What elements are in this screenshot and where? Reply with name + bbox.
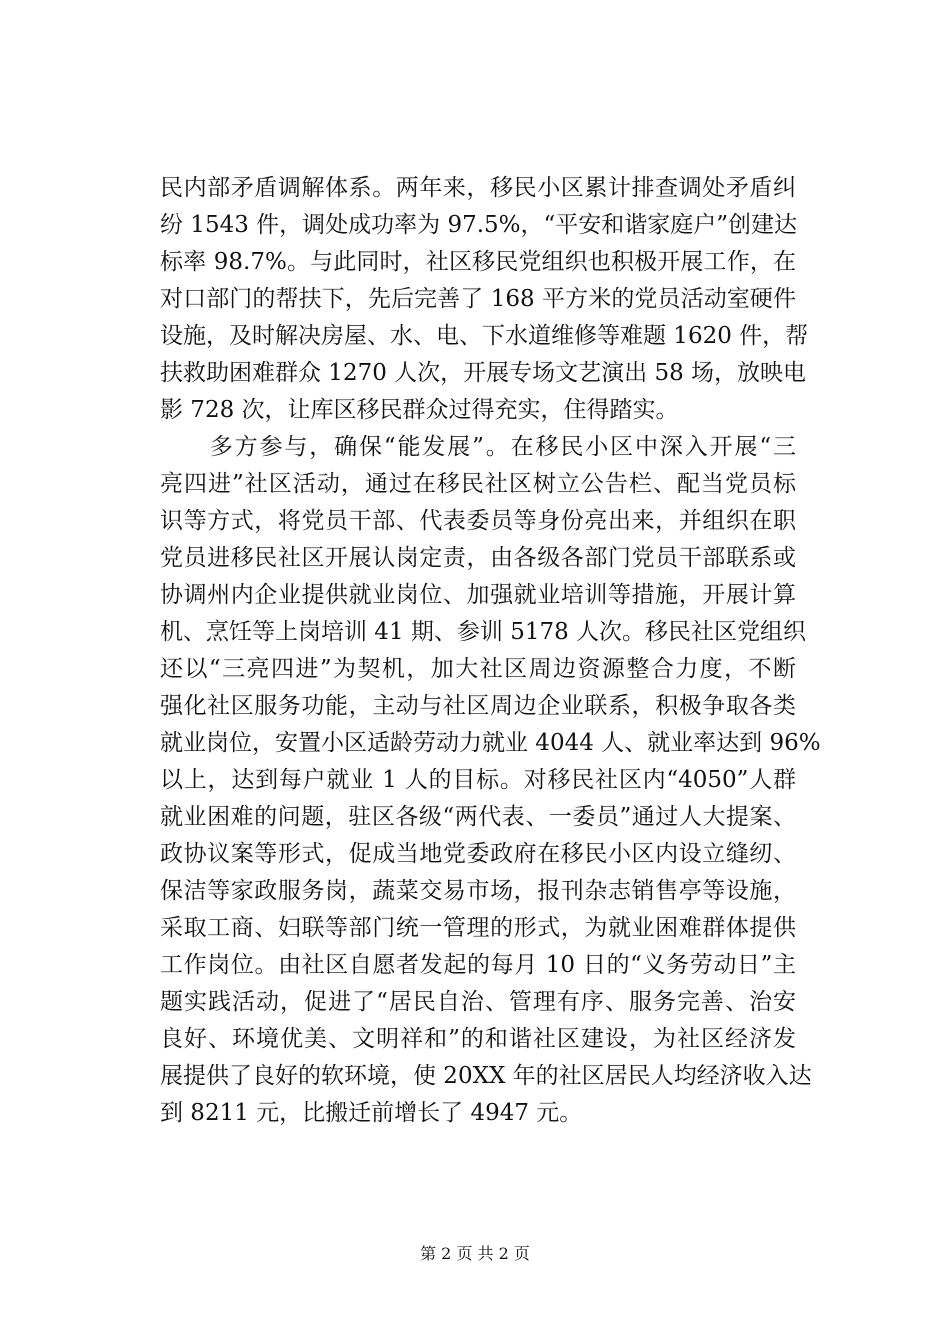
text-line: 协调州内企业提供就业岗位、加强就业培训等措施，开展计算 (160, 582, 796, 608)
text-line: 强化社区服务功能，主动与社区周边企业联系，积极争取各类 (160, 693, 796, 719)
text-line: 还以“三亮四进”为契机，加大社区周边资源整合力度，不断 (160, 656, 796, 682)
text-line: 题实践活动，促进了“居民自治、管理有序、服务完善、治安 (160, 989, 796, 1015)
text-line: 标率 98.7%。与此同时，社区移民党组织也积极开展工作，在 (160, 249, 796, 275)
text-line: 保洁等家政服务岗，蔬菜交易市场，报刊杂志销售亭等设施， (160, 878, 796, 904)
text-line: 多方参与，确保“能发展”。在移民小区中深入开展“三 (160, 434, 796, 460)
text-line: 识等方式，将党员干部、代表委员等身份亮出来，并组织在职 (160, 508, 796, 534)
text-line: 良好、环境优美、文明祥和”的和谐社区建设，为社区经济发 (160, 1026, 796, 1052)
body-text (160, 170, 821, 1132)
text-line: 以上，达到每户就业 1 人的目标。对移民社区内“4050”人群 (160, 767, 796, 793)
text-line-paragraph-end: 影 728 次，让库区移民群众过得充实，住得踏实。 (160, 397, 679, 423)
text-line: 亮四进”社区活动，通过在移民社区树立公告栏、配当党员标 (160, 471, 796, 497)
text-line: 纷 1543 件，调处成功率为 97.5%，“平安和谐家庭户”创建达 (160, 212, 798, 238)
text-line: 展提供了良好的软环境，使 20XX 年的社区居民人均经济收入达 (160, 1063, 812, 1089)
text-line: 政协议案等形式，促成当地党委政府在移民小区内设立缝纫、 (160, 841, 796, 867)
text-line: 设施，及时解决房屋、水、电、下水道维修等难题 1620 件，帮 (160, 323, 809, 349)
text-line: 就业困难的问题，驻区各级“两代表、一委员”通过人大提案、 (160, 804, 796, 830)
text-line: 机、烹饪等上岗培训 41 期、参训 5178 人次。移民社区党组织 (160, 619, 807, 645)
page-footer (0, 1242, 950, 1266)
text-line: 就业岗位，安置小区适龄劳动力就业 4044 人、就业率达到 96% (160, 730, 821, 756)
text-line-paragraph-end: 到 8211 元，比搬迁前增长了 4947 元。 (160, 1100, 583, 1126)
text-line: 党员进移民社区开展认岗定责，由各级各部门党员干部联系或 (160, 545, 796, 571)
text-line: 对口部门的帮扶下，先后完善了 168 平方米的党员活动室硬件 (160, 286, 796, 312)
page-number-label: 第 2 页 共 2 页 (420, 1244, 530, 1263)
text-line: 工作岗位。由社区自愿者发起的每月 10 日的“义务劳动日”主 (160, 952, 796, 978)
text-line: 民内部矛盾调解体系。两年来，移民小区累计排查调处矛盾纠 (160, 175, 796, 201)
text-line: 采取工商、妇联等部门统一管理的形式，为就业困难群体提供 (160, 915, 796, 941)
text-line: 扶救助困难群众 1270 人次，开展专场文艺演出 58 场，放映电 (160, 360, 807, 386)
